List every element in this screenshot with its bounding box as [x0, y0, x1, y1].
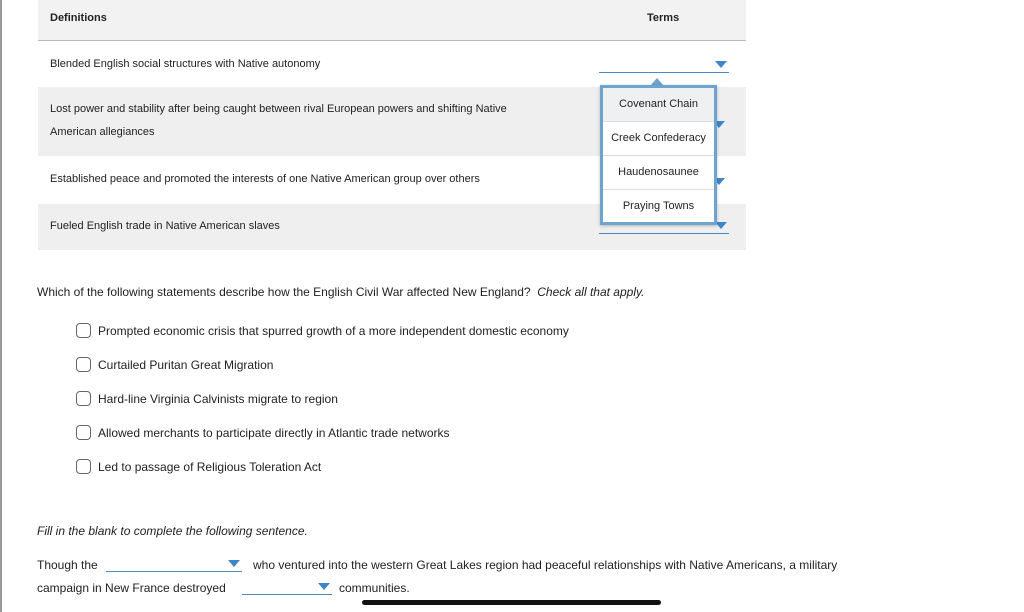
definition-line: Fueled English trade in Native American slaves — [50, 220, 280, 232]
question-1-prompt — [37, 285, 644, 299]
definition-text — [50, 168, 530, 191]
option-label[interactable]: Curtailed Puritan Great Migration — [98, 358, 274, 372]
term-option[interactable]: Praying Towns — [622, 200, 695, 212]
definition-text — [50, 53, 530, 76]
matching-header — [38, 0, 746, 41]
blank-dropdown[interactable] — [242, 594, 332, 595]
question-text: Which of the following statements describe how the English Civil War affected New England? — [37, 285, 531, 299]
sentence-part: campaign in New France destroyed — [37, 581, 226, 595]
option-label[interactable]: Led to passage of Religious Toleration Act — [98, 460, 322, 474]
option-label[interactable]: Allowed merchants to participate directly in Atlantic trade networks — [98, 426, 450, 440]
chevron-down-icon[interactable] — [715, 61, 727, 68]
matching-row — [38, 41, 746, 87]
option-label[interactable]: Hard-line Virginia Calvinists migrate to region — [98, 392, 338, 406]
sentence-part: Though the — [37, 558, 98, 572]
sentence-part: who ventured into the western Great Lakes region had peaceful relationships with Native Americans, a military — [253, 558, 838, 572]
blank-dropdown[interactable] — [106, 571, 242, 572]
chevron-down-icon[interactable] — [228, 560, 240, 567]
term-dropdown[interactable] — [599, 233, 729, 234]
definition-line: Established peace and promoted the interests of one Native American group over others — [50, 173, 480, 185]
definition-text — [50, 98, 530, 144]
definition-text — [50, 215, 530, 238]
term-options-popup[interactable] — [600, 85, 717, 225]
checkbox[interactable] — [76, 425, 91, 440]
checkbox[interactable] — [76, 323, 91, 338]
term-option[interactable]: Creek Confederacy — [603, 122, 714, 156]
question-2-instruction: Fill in the blank to complete the following sentence. — [37, 524, 308, 538]
terms-header: Terms — [647, 12, 680, 24]
term-option[interactable]: Haudenosaunee — [603, 156, 714, 190]
term-dropdown[interactable] — [599, 72, 729, 73]
left-border — [0, 0, 2, 612]
definition-line: American allegiances — [50, 126, 155, 138]
checkbox[interactable] — [76, 391, 91, 406]
term-option[interactable]: Covenant Chain — [603, 88, 714, 122]
checkbox[interactable] — [76, 357, 91, 372]
definition-line: Blended English social structures with Native autonomy — [50, 58, 321, 70]
option-label[interactable]: Prompted economic crisis that spurred growth of a more independent domestic economy — [98, 324, 569, 338]
definition-line: Lost power and stability after being caught between rival European powers and shifting Native — [50, 103, 507, 115]
definitions-header: Definitions — [50, 12, 107, 24]
sentence-part: communities. — [339, 581, 410, 595]
question-instruction: Check all that apply. — [537, 285, 645, 299]
chevron-down-icon[interactable] — [318, 583, 330, 590]
checkbox[interactable] — [76, 459, 91, 474]
horizontal-scrollbar[interactable] — [362, 600, 661, 605]
